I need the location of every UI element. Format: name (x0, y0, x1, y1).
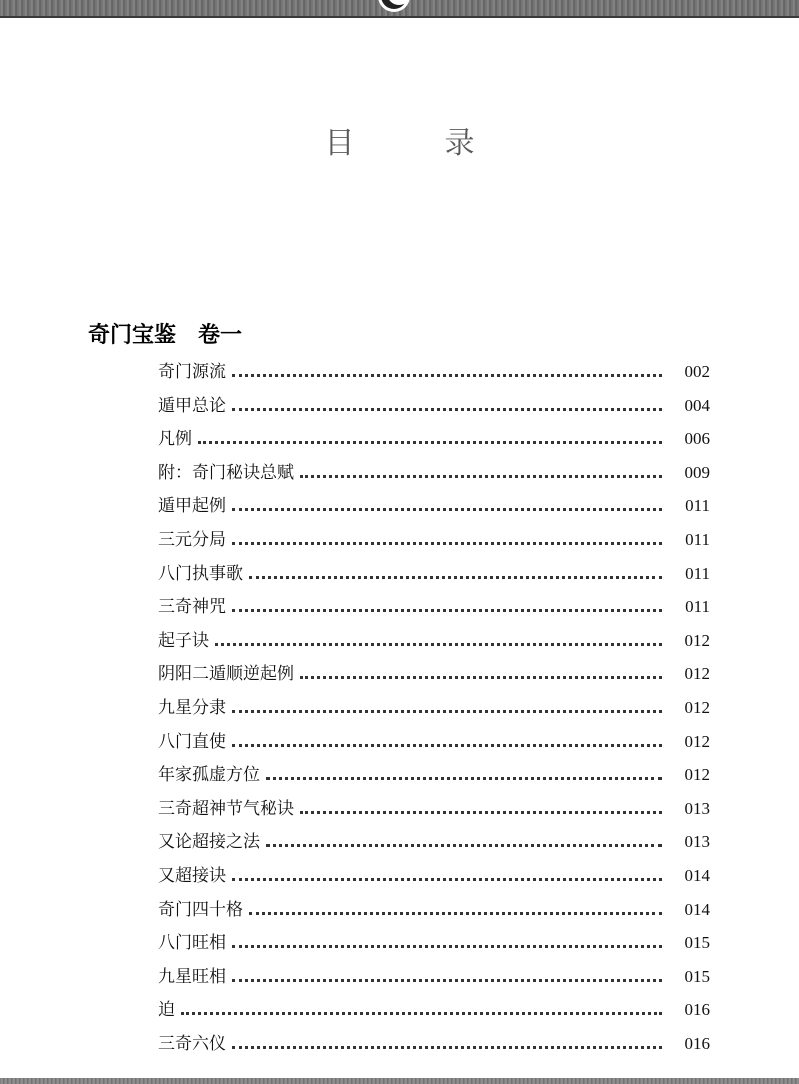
toc-page-number: 009 (684, 462, 710, 482)
dot-leader (300, 676, 662, 679)
toc-entry-title: 迫 (158, 1000, 175, 1021)
top-band-edge (0, 16, 799, 18)
toc-entry[interactable] (158, 725, 710, 759)
dot-leader (232, 710, 662, 713)
dot-leader (232, 979, 662, 982)
toc-page-number: 012 (684, 731, 710, 751)
dot-leader (266, 844, 662, 847)
toc-entry[interactable] (158, 893, 710, 927)
toc-page-number: 004 (684, 395, 710, 415)
toc-entry[interactable] (158, 557, 710, 591)
volume-heading: 奇门宝鉴 卷一 (88, 322, 243, 348)
toc-entry[interactable] (158, 422, 710, 456)
dot-leader (232, 1046, 662, 1049)
table-of-contents (158, 355, 710, 1060)
page-title: 目 录 (324, 126, 505, 161)
toc-entry-title: 奇门源流 (158, 362, 226, 382)
toc-entry[interactable] (158, 792, 710, 826)
dot-leader (232, 508, 662, 511)
bottom-decorative-band (0, 1078, 799, 1084)
dot-leader (215, 643, 662, 646)
toc-entry[interactable] (158, 624, 710, 658)
toc-page-number: 002 (684, 362, 710, 381)
toc-page-number: 006 (684, 429, 710, 449)
toc-entry-title: 起子诀 (158, 630, 209, 651)
toc-entry-title: 又论超接之法 (158, 832, 260, 853)
toc-page-number: 014 (684, 865, 710, 885)
toc-page-number: 016 (684, 1000, 710, 1020)
toc-entry[interactable] (158, 389, 710, 423)
dot-leader (249, 912, 662, 915)
dot-leader (232, 408, 662, 411)
toc-entry-title: 九星分隶 (158, 697, 226, 718)
toc-page-number: 015 (684, 966, 710, 986)
toc-entry-title: 遁甲起例 (158, 496, 226, 517)
toc-entry-title: 遁甲总论 (158, 395, 226, 416)
toc-entry[interactable] (158, 489, 710, 523)
toc-page-number: 011 (685, 563, 710, 583)
toc-page-number: 012 (684, 664, 710, 684)
dot-leader (232, 609, 662, 612)
dot-leader (232, 878, 662, 881)
toc-entry[interactable] (158, 657, 710, 691)
toc-entry-title: 八门执事歌 (158, 563, 243, 584)
toc-entry[interactable] (158, 960, 710, 994)
toc-page-number: 012 (684, 697, 710, 717)
toc-page-number: 014 (684, 899, 710, 919)
dot-leader (232, 542, 662, 545)
dot-leader (232, 945, 662, 948)
toc-entry-title: 阴阳二遁顺逆起例 (158, 664, 294, 685)
crescent-moon-icon (374, 0, 414, 16)
toc-entry[interactable] (158, 993, 710, 1027)
toc-entry[interactable] (158, 926, 710, 960)
dot-leader (266, 777, 662, 780)
toc-entry-title: 年家孤虚方位 (158, 765, 260, 786)
dot-leader (300, 811, 662, 814)
toc-entry[interactable] (158, 859, 710, 893)
toc-entry-title: 凡例 (158, 429, 192, 450)
toc-page-number: 013 (684, 832, 710, 852)
toc-entry-title: 九星旺相 (158, 966, 226, 987)
dot-leader (181, 1012, 662, 1015)
toc-page-number: 011 (685, 529, 710, 549)
toc-page-number: 012 (684, 765, 710, 785)
toc-entry-title: 八门旺相 (158, 933, 226, 954)
toc-page-number: 016 (684, 1033, 710, 1053)
toc-entry-title: 三奇六仪 (158, 1033, 226, 1054)
toc-entry-title: 附：奇门秘诀总赋 (158, 462, 294, 483)
toc-page-number: 015 (684, 933, 710, 953)
dot-leader (300, 475, 662, 478)
toc-entry-title: 三奇神咒 (158, 597, 226, 618)
toc-entry[interactable] (158, 825, 710, 859)
toc-entry[interactable] (158, 355, 710, 389)
dot-leader (249, 576, 662, 579)
toc-entry-title: 三元分局 (158, 529, 226, 550)
toc-entry[interactable] (158, 691, 710, 725)
toc-page-number: 011 (685, 496, 710, 516)
toc-entry[interactable] (158, 590, 710, 624)
toc-entry-title: 三奇超神节气秘诀 (158, 798, 294, 819)
toc-entry[interactable] (158, 456, 710, 490)
toc-entry[interactable] (158, 523, 710, 557)
toc-entry[interactable] (158, 1027, 710, 1061)
dot-leader (232, 374, 662, 377)
toc-entry-title: 八门直使 (158, 731, 226, 752)
toc-entry-title: 又超接诀 (158, 865, 226, 886)
dot-leader (198, 441, 662, 444)
toc-page-number: 012 (684, 630, 710, 650)
toc-entry-title: 奇门四十格 (158, 899, 243, 920)
dot-leader (232, 744, 662, 747)
toc-entry[interactable] (158, 758, 710, 792)
toc-page-number: 011 (685, 597, 710, 617)
toc-page-number: 013 (684, 798, 710, 818)
